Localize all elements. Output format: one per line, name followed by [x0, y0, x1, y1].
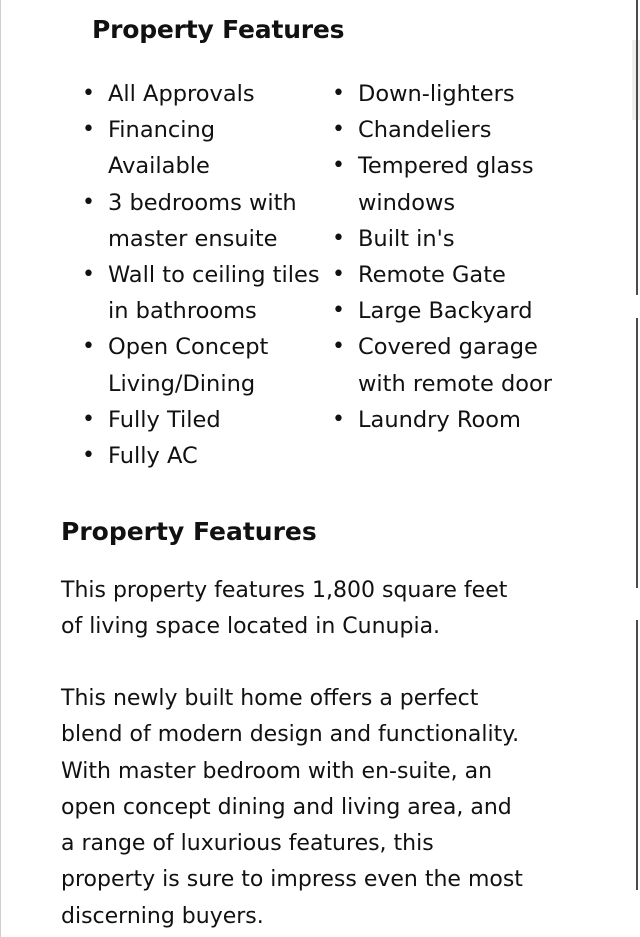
- bullet-icon: •: [82, 262, 95, 288]
- paragraph-line: This property features 1,800 square feet: [61, 578, 508, 603]
- feature-item: [80, 112, 320, 184]
- features-list-right: [330, 76, 570, 438]
- paragraph-line: open concept dining and living area, and: [61, 794, 512, 820]
- bullet-icon: •: [332, 262, 345, 288]
- feature-text: Large Backyard: [358, 298, 533, 325]
- feature-item: [80, 438, 320, 474]
- feature-text: Down-lighters: [358, 81, 515, 107]
- feature-item: [330, 402, 570, 438]
- feature-item: [330, 148, 570, 220]
- bullet-icon: •: [332, 406, 345, 432]
- description-heading: Property Features: [61, 517, 317, 546]
- feature-item: [330, 112, 570, 148]
- feature-text: Fully AC: [108, 443, 198, 470]
- feature-text: Wall to ceiling tiles in bathrooms: [108, 262, 320, 325]
- feature-text: Covered garage with remote door: [358, 334, 553, 397]
- features-list-left: [80, 76, 320, 474]
- feature-item: [330, 293, 570, 329]
- bullet-icon: •: [332, 153, 345, 179]
- feature-text: All Approvals: [108, 81, 255, 107]
- feature-text: 3 bedrooms with master ensuite: [108, 189, 297, 252]
- bullet-icon: •: [332, 225, 345, 251]
- feature-item: [80, 185, 320, 257]
- feature-item: [80, 257, 320, 329]
- bullet-icon: •: [332, 298, 345, 324]
- bullet-icon: •: [82, 334, 95, 360]
- feature-text: Remote Gate: [358, 262, 506, 289]
- feature-text: Tempered glass windows: [358, 153, 534, 216]
- feature-text: Open Concept Living/Dining: [108, 334, 269, 397]
- paragraph-line: of living space located in Cunupia.: [61, 614, 441, 640]
- feature-text: Built in's: [358, 225, 455, 252]
- page-left-edge: [0, 0, 1, 937]
- feature-text: Chandeliers: [358, 117, 492, 144]
- feature-item: [80, 329, 320, 401]
- feature-item: [330, 221, 570, 257]
- feature-text: Financing Available: [108, 117, 216, 180]
- feature-text: Fully Tiled: [108, 406, 221, 433]
- bullet-icon: •: [82, 443, 95, 469]
- page-right-edge-line: [636, 318, 638, 588]
- bullet-icon: •: [82, 189, 95, 215]
- bullet-icon: •: [82, 406, 95, 432]
- paragraph-line: property is sure to impress even the most: [61, 867, 523, 893]
- page-right-edge-line: [636, 0, 638, 295]
- feature-item: [330, 76, 570, 112]
- paragraph-line: blend of modern design and functionality.: [61, 722, 520, 748]
- paragraph-line: With master bedroom with en-suite, an: [61, 758, 493, 784]
- bullet-icon: •: [332, 81, 345, 106]
- description-paragraph: [61, 681, 581, 935]
- bullet-icon: •: [332, 117, 345, 143]
- paragraph-line: a range of luxurious features, this: [61, 831, 434, 857]
- bullet-icon: •: [332, 334, 345, 360]
- bullet-icon: •: [82, 117, 95, 143]
- feature-item: [80, 76, 320, 112]
- feature-item: [330, 329, 570, 401]
- feature-item: [330, 257, 570, 293]
- feature-item: [80, 402, 320, 438]
- page-right-edge-line: [636, 620, 638, 890]
- paragraph-line: This newly built home offers a perfect: [61, 686, 479, 711]
- feature-text: Laundry Room: [358, 406, 521, 433]
- features-heading: Property Features: [92, 15, 345, 44]
- bullet-icon: •: [82, 81, 95, 106]
- description-paragraph: [61, 573, 581, 646]
- paragraph-line: discerning buyers.: [61, 903, 264, 929]
